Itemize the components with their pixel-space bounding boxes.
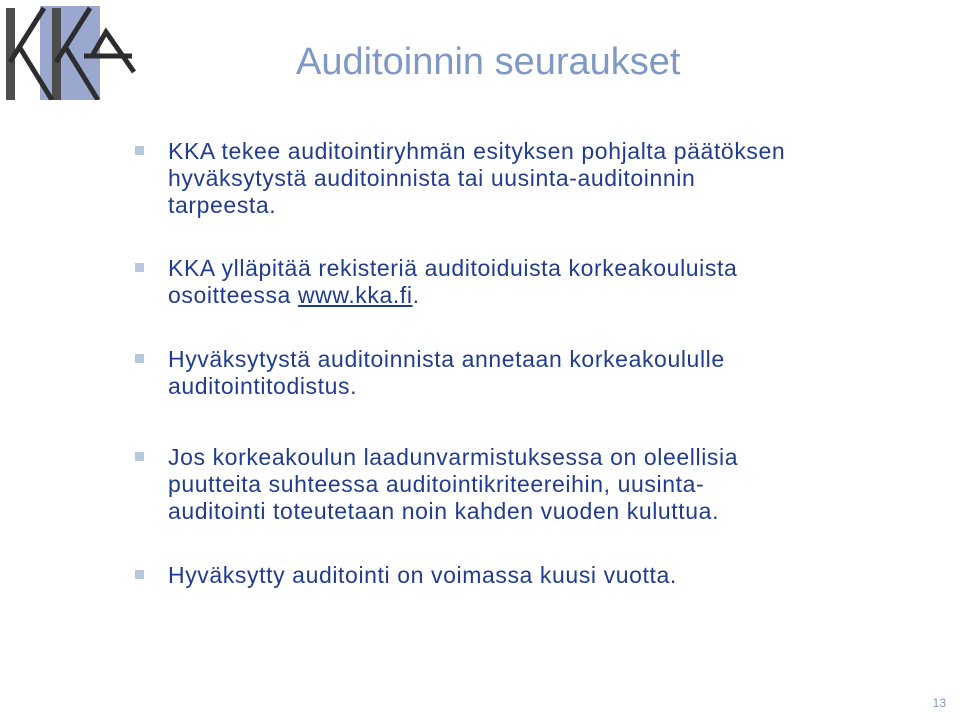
bullet-square-icon — [135, 263, 144, 272]
bullet-line: KKA tekee auditointiryhmän esityksen pohjalta päätöksen — [168, 138, 786, 164]
page-number: 13 — [932, 696, 946, 710]
bullet-line: auditointi toteutetaan noin kahden vuoden kuluttua. — [168, 498, 720, 524]
bullet-square-icon — [135, 570, 144, 579]
bullet-line — [168, 282, 928, 309]
bullet-line: Hyväksytty auditointi on voimassa kuusi vuotta. — [168, 562, 677, 588]
kka-logo-icon — [0, 0, 140, 100]
bullet-line: puutteita suhteessa auditointikriteereihin, uusinta- — [168, 471, 705, 497]
bullet-text — [168, 255, 928, 309]
bullet-text — [168, 346, 928, 400]
bullet-square-icon — [135, 452, 144, 461]
slide-title: Auditoinnin seuraukset — [296, 41, 681, 83]
bullet-line: Hyväksytystä auditoinnista annetaan korkeakoululle — [168, 346, 725, 372]
bullet-square-icon — [135, 354, 144, 363]
bullet-text — [168, 138, 928, 219]
bullet-text — [168, 444, 928, 525]
bullet-line: KKA ylläpitää rekisteriä auditoiduista korkeakouluista — [168, 255, 738, 281]
bullet-line: hyväksytystä auditoinnista tai uusinta-auditoinnin — [168, 165, 696, 191]
kka-website-link[interactable]: www.kka.fi — [297, 282, 413, 308]
bullet-line: tarpeesta. — [168, 192, 277, 218]
bullet-line: auditointitodistus. — [168, 373, 358, 399]
bullet-text — [168, 562, 928, 589]
bullet-text-prefix: osoitteessa — [168, 282, 298, 308]
bullet-line: Jos korkeakoulun laadunvarmistuksessa on oleellisia — [168, 444, 739, 470]
bullet-text-suffix: . — [412, 282, 420, 308]
bullet-square-icon — [135, 146, 144, 155]
